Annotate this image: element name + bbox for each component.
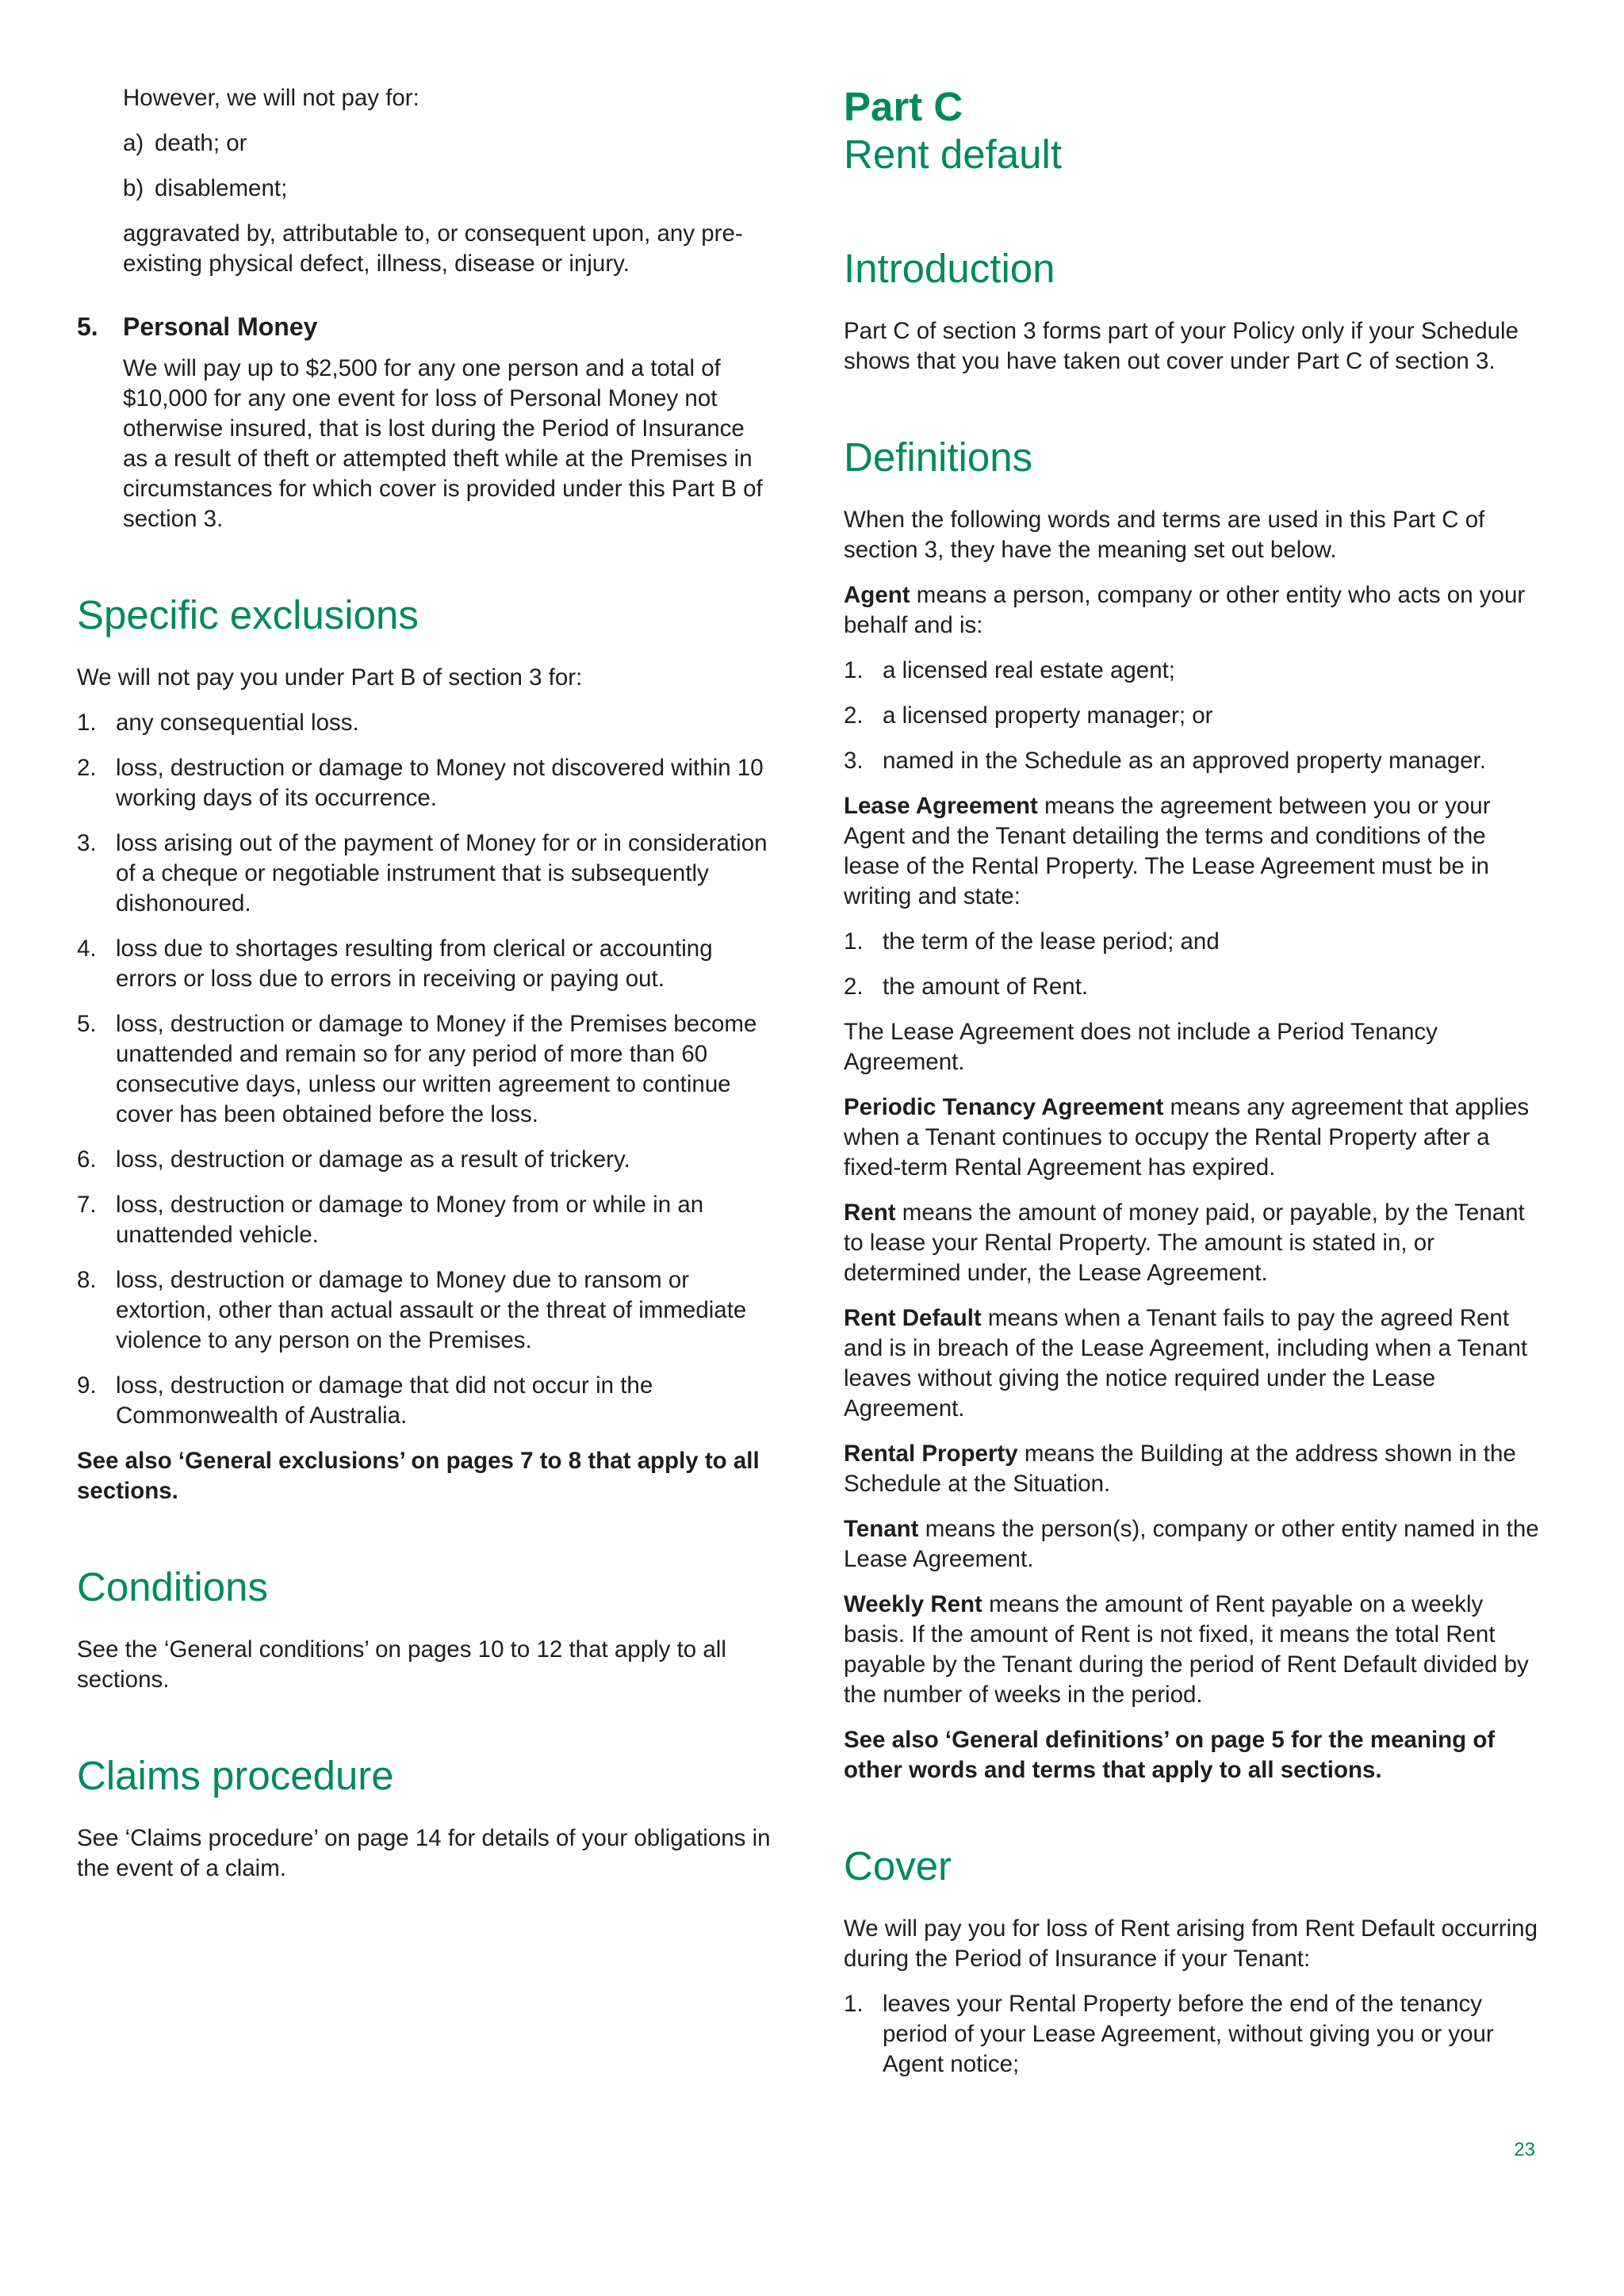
personal-money-text: We will pay up to $2,500 for any one person and a total of $10,000 for any one event for loss of Personal Money not otherwise insured, that is lost during the Period of Insurance as a result of theft or attempted theft while at the Premises in circumstances for which cover is provided under this Part B of section 3. [123, 355, 763, 532]
however-item-b: b) disablement; [123, 175, 288, 201]
definition-rent: Rent means the amount of money paid, or payable, by the Tenant to lease your Rental Property. The amount is stated in, or determined under, the Lease Agreement. [844, 1200, 1525, 1286]
lease-item: 2. the amount of Rent. [844, 974, 1089, 1000]
however-intro: However, we will not pay for: [123, 85, 419, 111]
exclusions-intro: We will not pay you under Part B of section 3 for: [77, 664, 583, 691]
exclusion-item: 3. loss arising out of the payment of Money for or in consideration of a cheque or negotiable instrument that is subsequently dishonoured. [77, 830, 768, 916]
definition-weekly-rent: Weekly Rent means the amount of Rent payable on a weekly basis. If the amount of Rent is not fixed, it means the total Rent payable by the Tenant during the period of Rent Default divided by the number of weeks in the period. [844, 1591, 1529, 1708]
lease-item: 1. the term of the lease period; and [844, 928, 1220, 955]
exclusion-item: 7. loss, destruction or damage to Money from or while in an unattended vehicle. [77, 1192, 704, 1248]
introduction-heading: Introduction [844, 246, 1055, 291]
agent-item: 2. a licensed property manager; or [844, 702, 1213, 729]
conditions-heading: Conditions [77, 1564, 268, 1609]
exclusion-item: 5. loss, destruction or damage to Money if the Premises become unattended and remain so for any period of more than 60 consecutive days, unless our written agreement to continue cover has been obtained before the loss. [77, 1011, 757, 1127]
conditions-text: See the ‘General conditions’ on pages 10 to 12 that apply to all sections. [77, 1636, 726, 1693]
page-number: 23 [1514, 2139, 1535, 2160]
part-title: Part C [844, 84, 963, 129]
definitions-heading: Definitions [844, 434, 1033, 480]
claims-procedure-text: See ‘Claims procedure’ on page 14 for details of your obligations in the event of a claim. [77, 1825, 771, 1881]
cover-heading: Cover [844, 1843, 952, 1888]
exclusion-item: 8. loss, destruction or damage to Money due to ransom or extortion, other than actual assault or the threat of immediate violence to any person on the Premises. [77, 1267, 747, 1353]
part-subtitle: Rent default [844, 132, 1063, 177]
agent-item: 3. named in the Schedule as an approved property manager. [844, 748, 1486, 774]
definition-periodic-tenancy: Periodic Tenancy Agreement means any agreement that applies when a Tenant continues to occupy the Rental Property after a fixed-term Rental Agreement has expired. [844, 1094, 1530, 1181]
exclusion-item: 1. any consequential loss. [77, 710, 359, 736]
personal-money-heading: 5. Personal Money [77, 312, 318, 341]
introduction-text: Part C of section 3 forms part of your Policy only if your Schedule shows that you have taken out cover under Part C of section 3. [844, 318, 1519, 374]
part-heading [844, 83, 1545, 178]
definitions-note: See also ‘General definitions’ on page 5 for the meaning of other words and terms that apply to all sections. [844, 1727, 1496, 1783]
definition-tenant: Tenant means the person(s), company or other entity named in the Lease Agreement. [844, 1516, 1539, 1572]
cover-item: 1. leaves your Rental Property before the end of the tenancy period of your Lease Agreement, without giving you or your Agent notice; [844, 1991, 1494, 2077]
exclusion-item: 6. loss, destruction or damage as a result of trickery. [77, 1146, 630, 1173]
agent-item: 1. a licensed real estate agent; [844, 657, 1175, 683]
left-column [77, 83, 775, 1899]
right-column [844, 83, 1545, 2095]
specific-exclusions-heading: Specific exclusions [77, 592, 419, 637]
exclusion-item: 2. loss, destruction or damage to Money not discovered within 10 working days of its occurrence. [77, 755, 764, 811]
definition-rent-default: Rent Default means when a Tenant fails to pay the agreed Rent and is in breach of the Lease Agreement, including when a Tenant leaves without giving the notice required under the Lease Agreement. [844, 1305, 1528, 1422]
lease-note: The Lease Agreement does not include a Period Tenancy Agreement. [844, 1019, 1438, 1075]
exclusions-note: See also ‘General exclusions’ on pages 7 to 8 that apply to all sections. [77, 1448, 760, 1504]
exclusion-item: 4. loss due to shortages resulting from clerical or accounting errors or loss due to errors in receiving or paying out. [77, 936, 713, 992]
aggravated-text: aggravated by, attributable to, or consequent upon, any pre-existing physical defect, illness, disease or injury. [123, 220, 743, 277]
definition-lease-agreement: Lease Agreement means the agreement between you or your Agent and the Tenant detailing the terms and conditions of the lease of the Rental Property. The Lease Agreement must be in writing and state: [844, 793, 1491, 909]
however-item-a: a) death; or [123, 130, 247, 156]
definition-rental-property: Rental Property means the Building at the address shown in the Schedule at the Situation. [844, 1441, 1516, 1497]
definition-agent: Agent means a person, company or other entity who acts on your behalf and is: [844, 582, 1526, 638]
definitions-intro: When the following words and terms are used in this Part C of section 3, they have the meaning set out below. [844, 507, 1485, 563]
claims-procedure-heading: Claims procedure [77, 1753, 394, 1798]
cover-intro: We will pay you for loss of Rent arising from Rent Default occurring during the Period of Insurance if your Tenant: [844, 1915, 1538, 1972]
exclusion-item: 9. loss, destruction or damage that did not occur in the Commonwealth of Australia. [77, 1372, 653, 1429]
